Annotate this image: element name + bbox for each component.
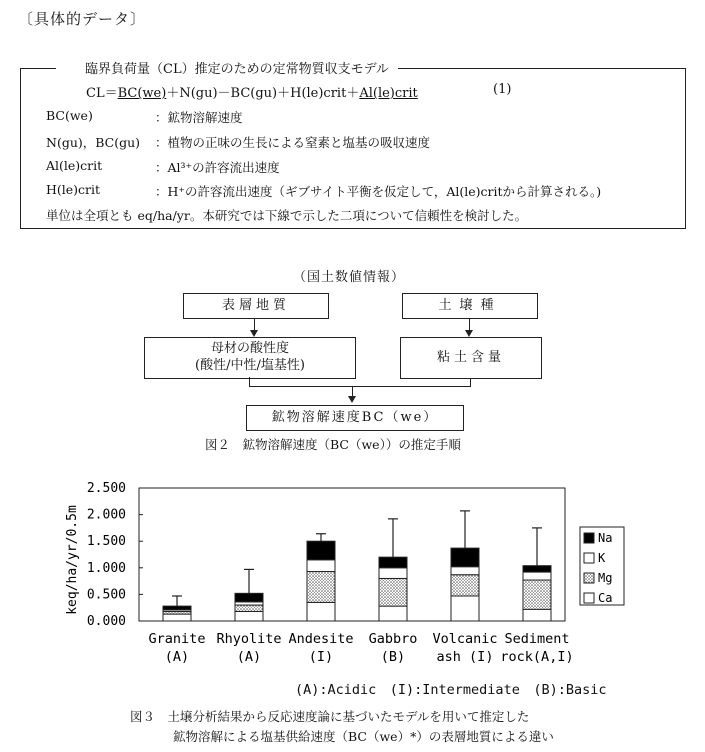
x-category-sublabel: (B) bbox=[380, 649, 406, 665]
definition-desc: ：鉱物溶解速度 bbox=[155, 110, 243, 125]
x-category-sublabel: (A) bbox=[164, 649, 190, 665]
plot-frame bbox=[139, 488, 565, 621]
bar-segment-ca bbox=[523, 609, 551, 621]
x-category-sublabel: rock(A,I) bbox=[500, 649, 574, 665]
bar-segment-na bbox=[523, 566, 551, 572]
x-category-sublabel: ash (I) bbox=[436, 649, 494, 665]
figure-3-caption-line2: 鉱物溶解による塩基供給速度（BC（we）*）の表層地質による違い bbox=[173, 729, 554, 744]
y-axis-label: keq/ha/yr/0.5m bbox=[65, 505, 80, 615]
source-label: （国土数値情報） bbox=[293, 270, 406, 285]
connector-line bbox=[249, 377, 250, 386]
y-tick-label: 2.500 bbox=[86, 481, 126, 496]
box-mineral-weathering-rate: 鉱物溶解速度BC（we） bbox=[246, 405, 464, 431]
bar-segment-k bbox=[379, 568, 407, 579]
y-tick-label: 1.000 bbox=[86, 560, 126, 576]
connector-line bbox=[249, 386, 471, 387]
bar-segment-na bbox=[451, 548, 479, 567]
arrow-head bbox=[250, 330, 258, 337]
legend-swatch-mg bbox=[584, 573, 594, 583]
definition-desc: ：植物の正味の生長による窒素と塩基の吸収速度 bbox=[155, 135, 431, 150]
bar-segment-ca bbox=[307, 602, 335, 621]
box-parent-material-acidity: 母材の酸性度 (酸性/中性/塩基性) bbox=[144, 337, 356, 379]
bar-segment-k bbox=[451, 567, 479, 575]
y-tick-label: 1.500 bbox=[86, 534, 126, 550]
cl-equation: CL＝BC(we)＋N(gu)－BC(gu)＋H(le)crit＋Al(le)crit bbox=[86, 86, 418, 101]
x-category-label: Andesite bbox=[288, 631, 354, 647]
bar-segment-ca bbox=[379, 606, 407, 621]
x-category-label: Sediment bbox=[504, 631, 570, 647]
units-note: 単位は全項とも eq/ha/yr。本研究では下線で示した二項について信頼性を検討した。 bbox=[46, 208, 528, 223]
x-category-label: Volcanic bbox=[432, 631, 498, 647]
underlined-term-al: Al(le)crit bbox=[359, 86, 418, 101]
x-category-label: Rhyolite bbox=[216, 631, 282, 647]
definition-term: Al(le)crit bbox=[46, 158, 103, 173]
legend-label: Na bbox=[598, 531, 613, 545]
legend-label: Ca bbox=[598, 591, 613, 605]
box-surface-geology: 表層地質 bbox=[183, 293, 329, 319]
bar-segment-na bbox=[307, 541, 335, 560]
y-tick-label: 0.500 bbox=[86, 587, 126, 603]
x-category-label: Gabbro bbox=[368, 631, 418, 647]
definition-desc: ：H⁺の許容流出速度（ギブサイト平衡を仮定して，Al(le)critから計算される。) bbox=[155, 184, 602, 199]
bar-segment-na bbox=[235, 593, 263, 602]
bar-segment-ca bbox=[163, 614, 191, 621]
y-tick-label: 2.000 bbox=[86, 507, 126, 523]
bar-segment-na bbox=[163, 606, 191, 610]
arrow-head bbox=[348, 396, 356, 403]
figure-2-caption: 図２ 鉱物溶解速度（BC（we））の推定手順 bbox=[205, 437, 461, 452]
definition-desc: ：Al³⁺の許容流出速度 bbox=[155, 160, 280, 175]
arrow-head bbox=[465, 330, 473, 337]
bar-segment-mg bbox=[307, 572, 335, 603]
bar-segment-k bbox=[523, 572, 551, 580]
bar-segment-k bbox=[307, 560, 335, 572]
figure-3-caption-line1: 図３ 土壌分析結果から反応速度論に基づいたモデルを用いて推定した bbox=[130, 709, 530, 724]
legend-label: Mg bbox=[598, 571, 613, 585]
equation-number: (1) bbox=[493, 82, 512, 97]
bar-segment-ca bbox=[235, 611, 263, 621]
formula-title: 臨界負荷量（CL）推定のための定常物質収支モデル bbox=[85, 62, 389, 77]
bar-segment-mg bbox=[523, 580, 551, 609]
connector-line bbox=[470, 379, 471, 386]
y-tick-label: 0.000 bbox=[86, 614, 126, 629]
bar-segment-mg bbox=[451, 575, 479, 596]
underlined-term-bc: BC(we) bbox=[117, 86, 167, 101]
x-category-sublabel: (A) bbox=[236, 649, 262, 665]
legend-swatch-k bbox=[584, 553, 594, 563]
legend-label: K bbox=[598, 551, 606, 565]
x-category-sublabel: (I) bbox=[308, 649, 334, 665]
section-title: 〔具体的データ〕 bbox=[18, 10, 147, 28]
box-soil-type: 土壌種 bbox=[402, 293, 538, 319]
bar-segment-mg bbox=[235, 605, 263, 611]
legend-swatch-na bbox=[584, 533, 594, 543]
definition-term: N(gu)，BC(gu) bbox=[46, 135, 141, 150]
definition-term: H(le)crit bbox=[46, 182, 101, 197]
box-clay-content: 粘土含量 bbox=[400, 337, 542, 379]
x-category-label: Granite bbox=[148, 631, 206, 647]
stacked-bar-chart bbox=[0, 470, 705, 700]
bar-segment-ca bbox=[451, 596, 479, 621]
group-note: (A):Acidic (I):Intermediate (B):Basic bbox=[295, 682, 607, 698]
bar-segment-mg bbox=[379, 578, 407, 606]
bar-segment-na bbox=[379, 557, 407, 568]
definition-term: BC(we) bbox=[46, 108, 93, 123]
legend-swatch-ca bbox=[584, 593, 594, 603]
